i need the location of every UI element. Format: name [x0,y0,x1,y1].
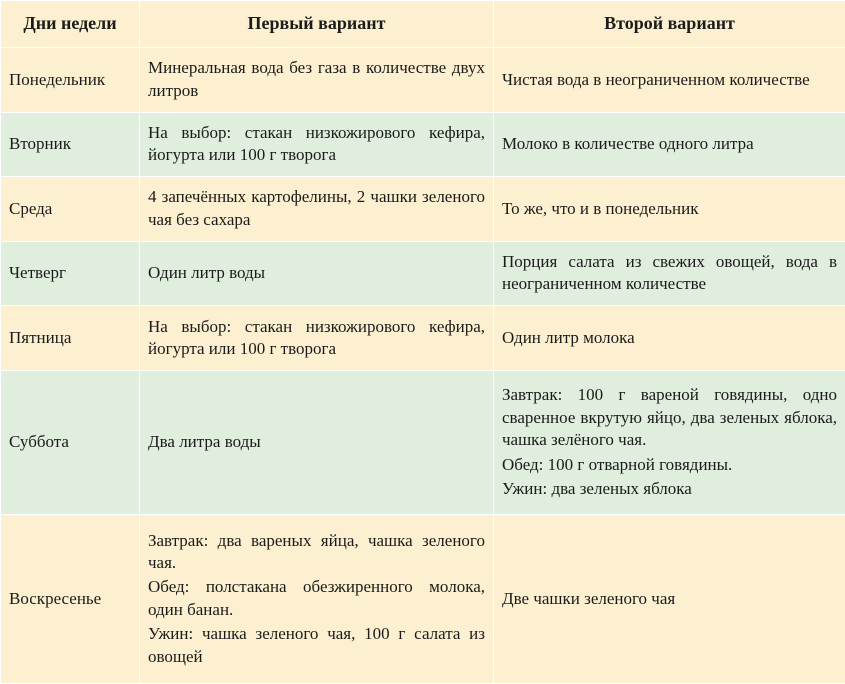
cell-paragraph: Молоко в количестве одного литра [502,134,754,154]
table-row [1,306,845,371]
option-2-cell [494,48,845,113]
table-row [1,514,845,683]
day-cell: Вторник [1,112,140,177]
cell-paragraph: Обед: полстакана обезжиренного молока, один банан. [148,577,485,619]
cell-paragraph: Чистая вода в неограниченном количестве [502,69,810,89]
day-cell: Суббота [1,370,140,514]
cell-paragraph: Завтрак: два вареных яйца, чашка зеленого чая. [148,530,485,573]
option-1-cell [140,48,494,113]
option-2-cell [494,241,845,306]
option-2-cell [494,514,845,683]
option-2-cell [494,112,845,177]
option-2-cell [494,306,845,371]
table-header-row [1,1,845,48]
column-header-days: Дни недели [1,1,140,48]
table-row [1,177,845,242]
cell-paragraph: Завтрак: 100 г вареной говядины, одно сваренное вкрутую яйцо, два зеленых яблока, чашка зелёного чая. [502,385,837,450]
table-row [1,241,845,306]
day-cell: Пятница [1,306,140,371]
option-1-cell [140,306,494,371]
cell-paragraph: Минеральная вода без газа в количестве двух литров [148,58,485,100]
column-header-option-2: Второй вариант [494,1,845,48]
option-1-cell [140,370,494,514]
table-header [1,1,845,48]
day-cell: Понедельник [1,48,140,113]
cell-paragraph: На выбор: стакан низкожирового кефира, йогурта или 100 г творога [148,122,485,165]
day-cell: Воскресенье [1,514,140,683]
column-header-option-1: Первый вариант [140,1,494,48]
cell-paragraph: Два литра воды [148,432,261,452]
table-row [1,370,845,514]
cell-paragraph: Ужин: два зеленых яблока [502,478,692,498]
cell-paragraph: Обед: 100 г отварной говядины. [502,454,733,474]
table-row [1,48,845,113]
cell-paragraph: То же, что и в понедельник [502,198,699,218]
option-2-cell [494,370,845,514]
cell-paragraph: Порция салата из свежих овощей, вода в неограниченном количестве [502,251,837,294]
day-cell: Среда [1,177,140,242]
day-cell: Четверг [1,241,140,306]
table-row [1,112,845,177]
option-1-cell [140,514,494,683]
cell-paragraph: Две чашки зеленого чая [502,588,676,608]
option-1-cell [140,177,494,242]
cell-paragraph: На выбор: стакан низкожирового кефира, йогурта или 100 г творога [148,316,485,358]
cell-paragraph: Ужин: чашка зеленого чая, 100 г салата из овощей [148,624,485,666]
table-body [1,48,845,684]
cell-paragraph: Один литр воды [148,263,266,283]
option-1-cell [140,112,494,177]
cell-paragraph: Один литр молока [502,327,635,347]
option-1-cell [140,241,494,306]
cell-paragraph: 4 запечённых картофелины, 2 чашки зеленого чая без сахара [148,187,485,229]
option-2-cell [494,177,845,242]
